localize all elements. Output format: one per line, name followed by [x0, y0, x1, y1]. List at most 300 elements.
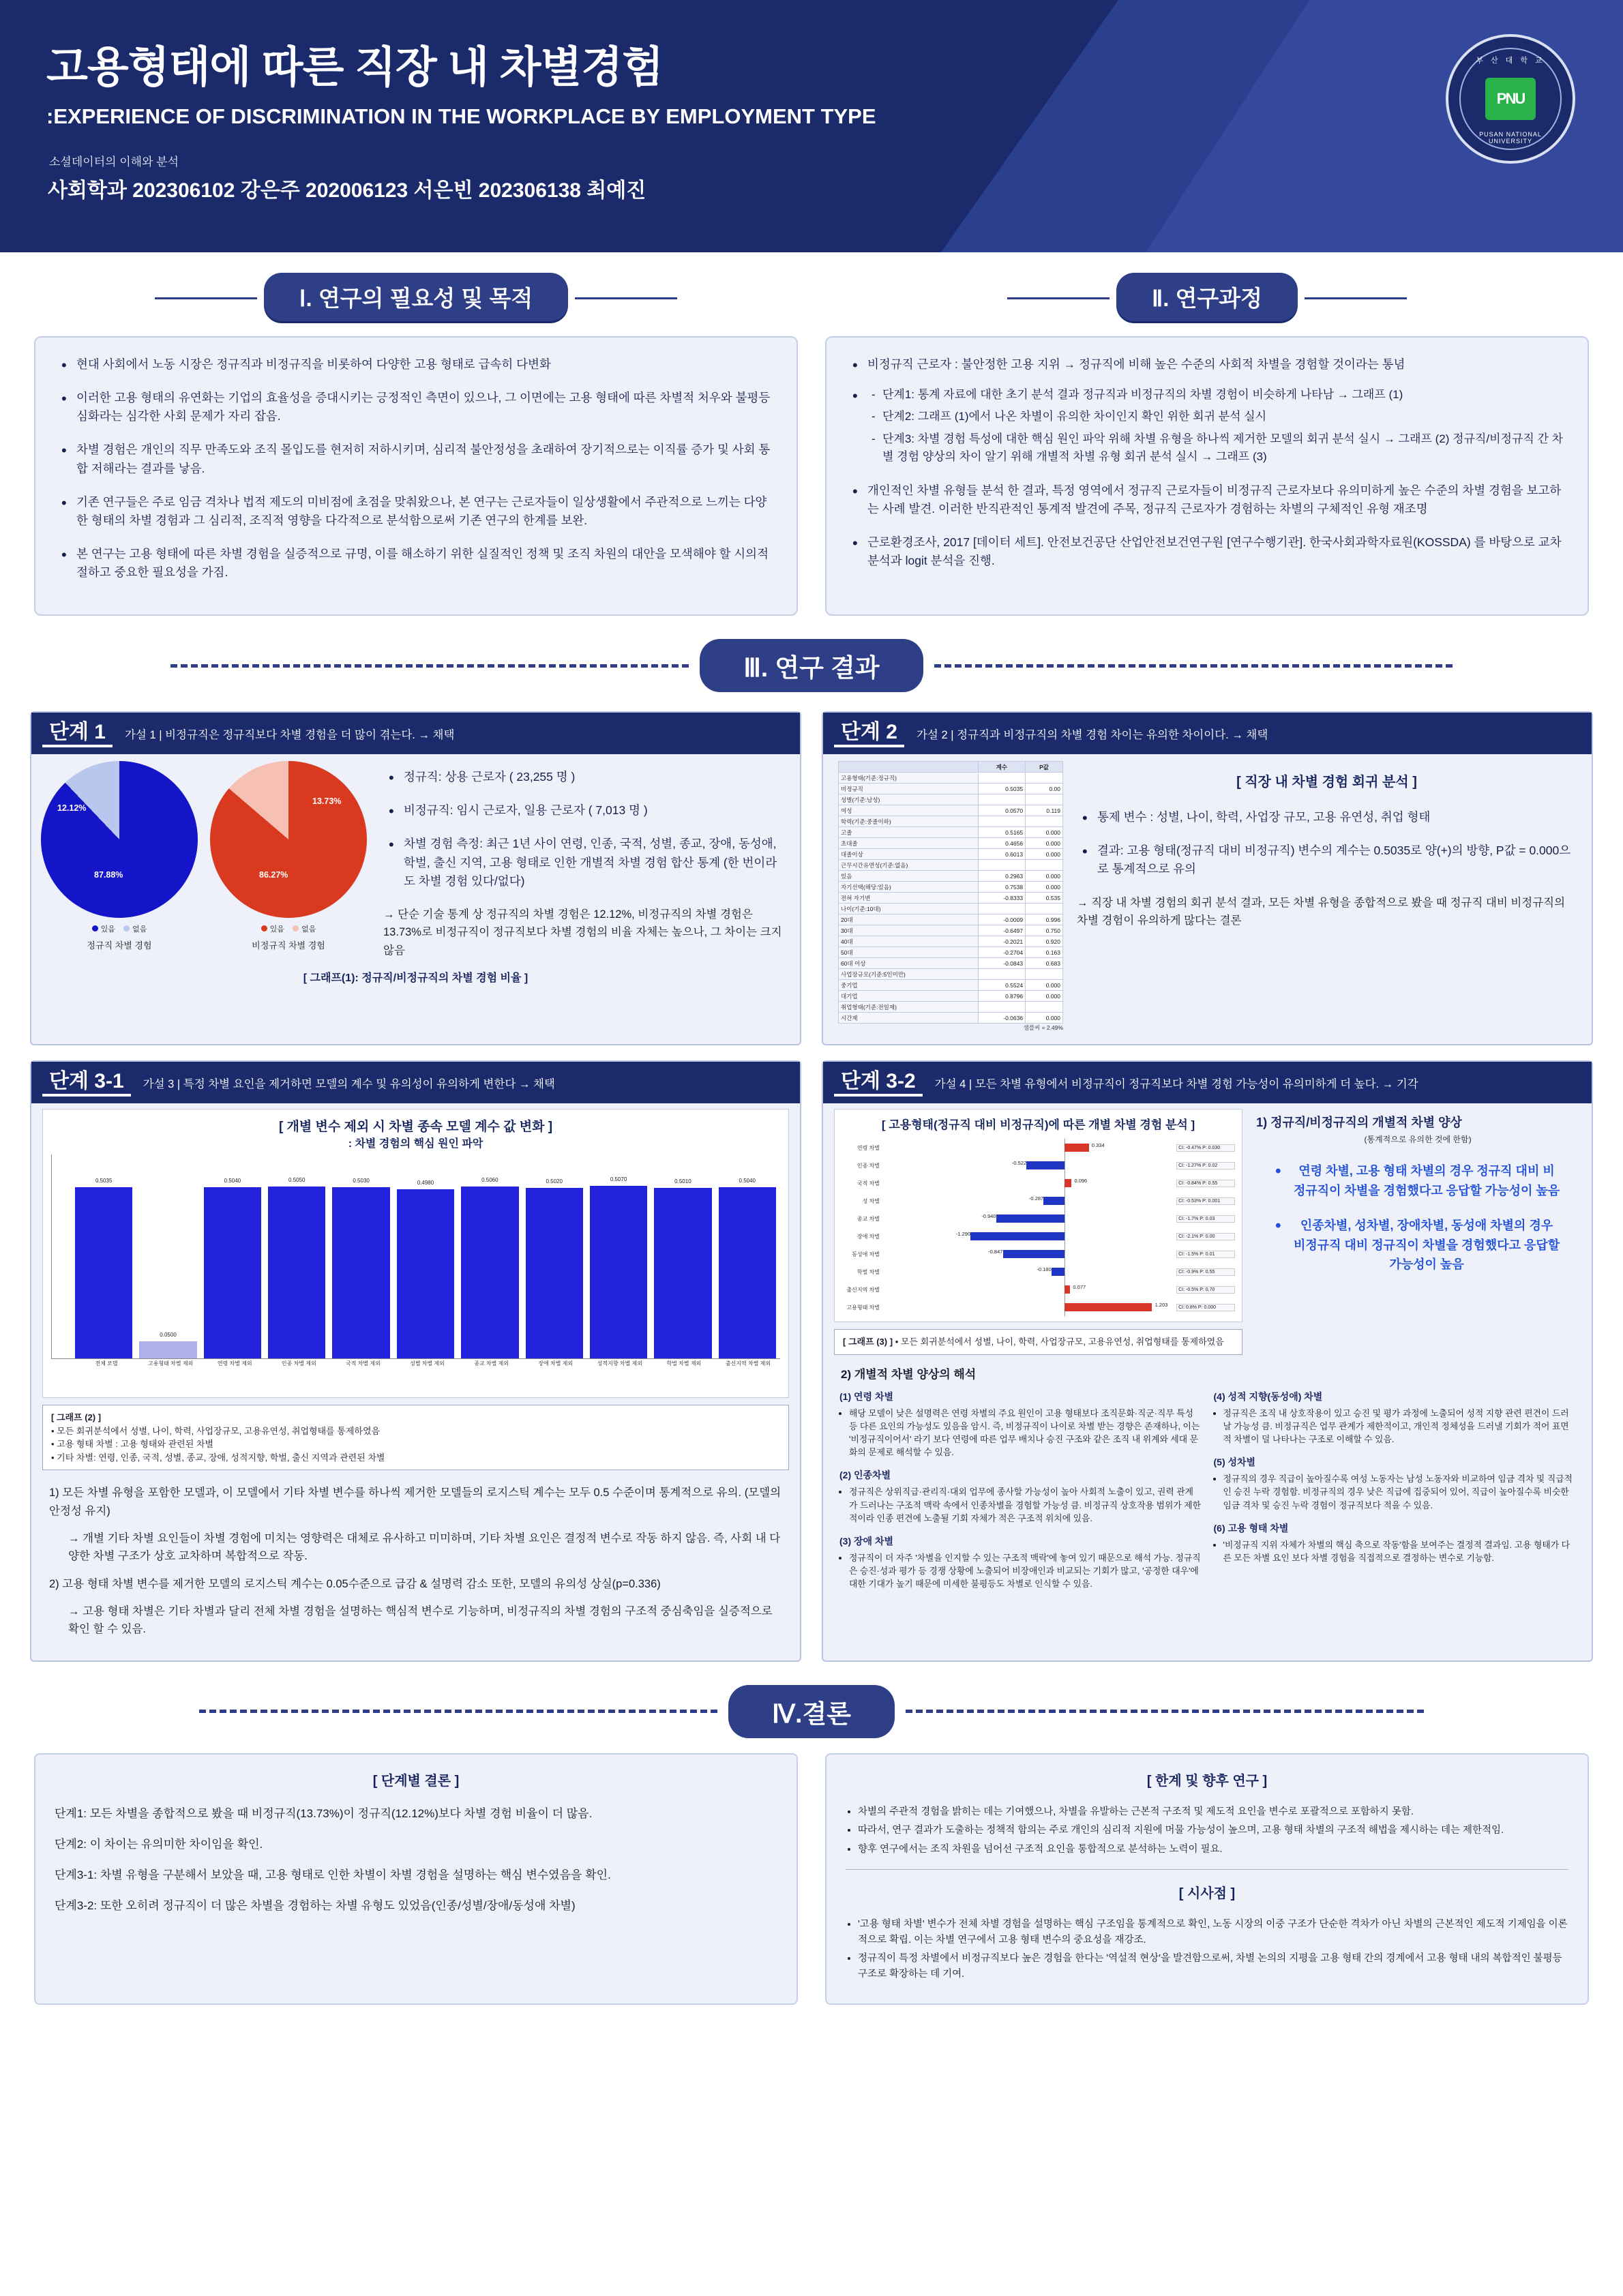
bar-xlabel: 장애 차별 제외 [538, 1360, 574, 1367]
bar [268, 1177, 325, 1358]
stage-2-hypothesis: 가설 2 | 정규직과 비정규직의 차별 경험 차이는 유의한 차이이다. → 채택 [916, 728, 1268, 741]
list-item: - 단계2: 그래프 (1)에서 나온 차별이 유의한 차이인지 확인 위한 회귀 분석 실시 [867, 408, 1567, 426]
tornado-bar [1003, 1250, 1064, 1258]
stage-1-charts [31, 754, 800, 959]
table-row [839, 838, 1063, 849]
analysis-column-left [839, 1390, 1202, 1600]
table-cell: 0.00 [1026, 784, 1063, 794]
bar [75, 1178, 132, 1358]
bar-xlabel: 고용형태 차별 제외 [148, 1360, 194, 1367]
tornado-track [882, 1212, 1174, 1225]
stage-3-1-text [31, 1477, 800, 1639]
tornado-label: 연령 차별 [857, 1144, 880, 1151]
section-2-banner: Ⅱ. 연구과정 [1116, 273, 1298, 321]
banner-dash-left [170, 664, 689, 668]
table-cell: 고용형태(기준:정규직) [839, 773, 979, 784]
list-item: • 차별의 주관적 경험을 밝히는 데는 기여했으나, 차별을 유발하는 근본적 구조적 및 제도적 요인을 변수로 포괄적으로 포함하지 못함. [858, 1804, 1568, 1819]
stage-2-box-title: [ 직장 내 차별 경험 회귀 분석 ] [1236, 775, 1417, 790]
tornado-value-label: -0.522 [1011, 1160, 1027, 1167]
tornado-value-label: -0.940 [981, 1213, 996, 1220]
bar-column [526, 1154, 583, 1358]
section-4-banner-row [0, 1685, 1623, 1738]
divider [846, 1869, 1568, 1870]
tornado-bar [1064, 1179, 1071, 1187]
bar-column [139, 1154, 196, 1358]
table-cell: 0.000 [1026, 838, 1063, 849]
list-item: • 정규직이 더 자주 '차별을 인지할 수 있는 구조적 맥락'에 놓여 있기 때문으로 해석 가능. 정규직은 승진·성과 평가 등 경쟁 상황에 노출되어 비장애인과 비교되는 기회가 많고, '공정한 대우'에 대한 기대가 높기 때문에 미세한 불평등도 차별로 인식할 수 있음. [849, 1551, 1202, 1591]
bar [397, 1179, 454, 1358]
paragraph: → 고용 형태 차별은 기타 차별과 달리 전체 차별 경험을 설명하는 핵심적 변수로 기능하며, 비정규직의 차별 경험의 구조적 중심축임을 실증적으로 확인 할 수 있음. [68, 1605, 773, 1636]
table-cell: 0.7538 [978, 882, 1026, 893]
table-row [839, 925, 1063, 936]
table-cell: 초대졸 [839, 838, 979, 849]
purpose-panel [34, 336, 798, 616]
bar [332, 1178, 389, 1358]
tornado-row [842, 1157, 1235, 1174]
paragraph: 단계3-2: 또한 오히려 정규직이 더 많은 차별을 경험하는 차별 유형도 있었음(인종/성별/장애/동성애 차별) [55, 1899, 576, 1913]
course-name: 소셜데이터의 이해와 분석 [49, 155, 179, 168]
tornado-label: 성 차별 [862, 1197, 880, 1204]
analysis-list [839, 1551, 1202, 1591]
table-cell: 60대 이상 [839, 958, 979, 969]
caption-line: • 고용 형태 차별 : 고용 형태와 관련된 차별 [51, 1439, 213, 1450]
table-cell: 0.996 [1026, 914, 1063, 925]
pie2-value-label: 13.73% [312, 796, 342, 807]
legend-label: 없음 [132, 925, 147, 934]
poster-header [0, 0, 1623, 252]
bar-xlabel: 연령 차별 제외 [217, 1360, 252, 1367]
analysis-list [839, 1407, 1202, 1459]
list-item: • 정규직이 특정 차별에서 비정규직보다 높은 경험을 한다는 '역설적 현상'을 발견함으로써, 차별 논의의 지평을 고용 형태 간의 경계에서 고용 형태 내의 복합적인 불평등 구조로 확장하는 데 기여. [858, 1951, 1568, 1982]
stage-3-1-tag: 단계 3-1 [42, 1069, 131, 1097]
table-cell: 고졸 [839, 827, 979, 838]
table-row [839, 871, 1063, 882]
zero-line [1064, 1263, 1065, 1281]
authors: 사회학과 202306102 강은주 202006123 서은빈 202306138 최예진 [48, 179, 646, 202]
stage-3-2-caption-title: [ 그래프 (3) ] [843, 1337, 893, 1347]
bar-value-label: 0.5040 [739, 1177, 756, 1184]
banner-dash-right-2 [906, 1710, 1424, 1713]
table-row [839, 969, 1063, 980]
table-cell: 전혀 자기변 [839, 893, 979, 904]
table-cell: 시간제 [839, 1013, 979, 1024]
bar-xlabel: 국적 차별 제외 [346, 1360, 381, 1367]
tornado-chart-body [842, 1139, 1235, 1316]
stage-3-2-hypothesis: 가설 4 | 모든 차별 유형에서 비정규직이 정규직보다 차별 경험 가능성이 유의미하게 더 높다. → 기각 [934, 1077, 1418, 1090]
table-cell: 0.119 [1026, 805, 1063, 816]
table-row [839, 904, 1063, 914]
table-row [839, 805, 1063, 816]
bar [139, 1332, 196, 1358]
bar [526, 1178, 583, 1358]
bar-xlabel: 출신지역 차별 제외 [725, 1360, 771, 1367]
bar-value-label: 0.5020 [546, 1178, 563, 1184]
bar-xlabel: 인종 차별 제외 [281, 1360, 316, 1367]
bar-column [268, 1154, 325, 1358]
banner-dash-left-2 [199, 1710, 717, 1713]
analysis-column-right [1214, 1390, 1576, 1600]
tornado-label: 출신지역 차별 [846, 1286, 880, 1293]
table-cell: 성별(기준:남성) [839, 794, 979, 805]
tornado-ci-label: CI: -1.5% P: 0.01 [1176, 1251, 1235, 1258]
tornado-row [842, 1298, 1235, 1316]
table-row [839, 893, 1063, 904]
bar-value-label: 0.5035 [95, 1178, 113, 1184]
tornado-value-label: -0.180 [1037, 1266, 1052, 1273]
table-row [839, 991, 1063, 1002]
table-cell: 취업형태(기준:전일제) [839, 1002, 979, 1013]
table-cell: 중기업 [839, 980, 979, 991]
pie-chart-nonregular [210, 761, 367, 951]
tornado-ci-label: CI: -1.7% P: 0.03 [1176, 1215, 1235, 1223]
conclusion-left-title: [ 단계별 결론 ] [372, 1773, 460, 1789]
table-row [839, 794, 1063, 805]
table-cell: 0.000 [1026, 980, 1063, 991]
table-row [839, 914, 1063, 925]
table-cell [978, 969, 1026, 980]
pie2-rest-label: 86.27% [259, 870, 288, 880]
stage-2-conclusion: → 직장 내 차별 경험의 회귀 분석 결과, 모든 차별 유형을 종합적으로 봤을 때 정규직 대비 비정규직의 차별 경험이 유의하게 많다는 결론 [1077, 896, 1566, 927]
tornado-ci-label: CI: -0.47% P: 0.030 [1176, 1144, 1235, 1152]
tornado-label: 종교 차별 [857, 1215, 880, 1222]
table-cell: -0.8333 [978, 893, 1026, 904]
table-cell: 있음 [839, 871, 979, 882]
paragraph: 2) 고용 형태 차별 변수를 제거한 모델의 로지스틱 계수는 0.05수준으로 급감 & 설명력 감소 또한, 모델의 유의성 상실(p=0.336) [49, 1577, 661, 1590]
bar-column [654, 1154, 711, 1358]
stage-3-2-analysis-title: 2) 개별적 차별 양상의 해석 [841, 1367, 977, 1381]
stage-1-notes [379, 761, 800, 959]
bar-xlabel: 전체 모델 [95, 1360, 118, 1367]
table-row [839, 882, 1063, 893]
list-item: • 따라서, 연구 결과가 도출하는 정책적 함의는 주로 개인의 심리적 지원에 머물 가능성이 높으며, 고용 형태 차별의 구조적 해법을 제시하는 데는 제한적임. [858, 1823, 1568, 1838]
conclusion-right-panel [825, 1753, 1589, 2005]
table-cell: 0.920 [1026, 936, 1063, 947]
table-cell: 근무시간유연성(기준:없음) [839, 860, 979, 871]
legend-label: 있음 [100, 925, 115, 934]
regression-table-footnote: 샘플씨 = 2.49% [1023, 1024, 1063, 1032]
bar [654, 1178, 711, 1358]
table-cell: -0.0843 [978, 958, 1026, 969]
analysis-heading: (3) 장애 차별 [839, 1535, 893, 1547]
analysis-list [1214, 1472, 1576, 1512]
tornado-row [842, 1192, 1235, 1210]
table-cell: 20대 [839, 914, 979, 925]
banner-dash-right [934, 664, 1453, 668]
logo-top-text: 부 산 대 학 교 [1476, 57, 1545, 65]
tornado-ci-label: CI: -1.27% P: 0.02 [1176, 1162, 1235, 1169]
bar-xlabel: 성별 차별 제외 [410, 1360, 445, 1367]
table-cell: 0.000 [1026, 827, 1063, 838]
logo-bottom-text: PUSAN NATIONAL UNIVERSITY [1479, 131, 1542, 145]
table-cell: 0.750 [1026, 925, 1063, 936]
table-cell: -0.0636 [978, 1013, 1026, 1024]
stage-1-card [30, 711, 801, 1045]
tornado-row [842, 1227, 1235, 1245]
list-item: • 이러한 고용 형태의 유연화는 기업의 효율성을 증대시키는 긍정적인 측면이 있으나, 그 이면에는 고용 형태에 따른 차별적 처우와 불평등 심화라는 심각한 사회 문제가 자리 잡음. [56, 389, 776, 426]
bar-column [719, 1154, 776, 1358]
tornado-row [842, 1210, 1235, 1227]
table-row [839, 827, 1063, 838]
tornado-track [882, 1248, 1174, 1260]
stage-1-tag: 단계 1 [42, 719, 113, 747]
table-cell [978, 816, 1026, 827]
bar [204, 1177, 261, 1358]
list-item: • 통제 변수 : 성별, 나이, 학력, 사업장 규모, 고용 유연성, 취업 형태 [1077, 808, 1577, 826]
stage-3-1-caption-title: [ 그래프 (2) ] [51, 1412, 102, 1423]
tornado-track [882, 1177, 1174, 1189]
bar-value-label: 0.5050 [288, 1177, 306, 1184]
table-row [839, 784, 1063, 794]
bar-column [397, 1154, 454, 1358]
tornado-bar [996, 1214, 1064, 1223]
pie1-value-label: 12.12% [57, 803, 87, 814]
table-cell: 자기선택(해당:있음) [839, 882, 979, 893]
list-item: • 정규직: 상용 근로자 ( 23,255 명 ) [383, 768, 788, 786]
paragraph: 단계1: 모든 차별을 종합적으로 봤을 때 비정규직(13.73%)이 정규직(12.12%)보다 차별 경험 비율이 더 많음. [55, 1806, 593, 1820]
pie2-caption: 비정규직 차별 경험 [252, 940, 325, 951]
analysis-heading: (2) 인종차별 [839, 1470, 891, 1481]
tornado-label: 고용형태 차별 [846, 1304, 880, 1311]
stage-3-1-caption-box [42, 1405, 789, 1470]
tornado-track [882, 1266, 1174, 1278]
caption-line: • 모든 회귀분석에서 성별, 나이, 학력, 사업장규모, 고용유연성, 취업형태를 통제하였음 [51, 1425, 381, 1436]
implication-title: [ 시사점 ] [1178, 1886, 1236, 1902]
tornado-label: 학벌 차별 [857, 1268, 880, 1275]
process-panel [825, 336, 1589, 616]
table-cell: 30대 [839, 925, 979, 936]
paragraph: 단계2: 이 차이는 유의미한 차이임을 확인. [55, 1838, 263, 1851]
bar [719, 1177, 776, 1358]
tornado-bar [1052, 1268, 1064, 1276]
stage-3-2-card [822, 1060, 1593, 1662]
bar-value-label: 0.5030 [353, 1178, 370, 1184]
zero-line [1064, 1245, 1065, 1263]
tornado-row [842, 1245, 1235, 1263]
list-item: • 기존 연구들은 주로 임금 격차나 법적 제도의 미비점에 초점을 맞춰왔으나, 본 연구는 근로자들이 일상생활에서 주관적으로 느끼는 다양한 형태의 차별 경험과 그 심리적, 조직적 영향을 다각적으로 분석함으로써 기존 연구의 한계를 보완. [56, 493, 776, 530]
table-cell: 50대 [839, 947, 979, 958]
legend-label: 없음 [301, 925, 316, 934]
table-row [839, 958, 1063, 969]
table-cell: 0.2963 [978, 871, 1026, 882]
table-cell: 0.5524 [978, 980, 1026, 991]
table-cell: 0.0570 [978, 805, 1026, 816]
tornado-row [842, 1263, 1235, 1281]
table-cell: 0.5165 [978, 827, 1026, 838]
list-item: • 현대 사회에서 노동 시장은 정규직과 비정규직을 비롯하여 다양한 고용 형태로 급속히 다변화 [56, 355, 776, 374]
analysis-list [1214, 1538, 1576, 1564]
pie2-legend [210, 923, 367, 934]
tornado-track [882, 1301, 1174, 1313]
bar-column [204, 1154, 261, 1358]
tornado-row [842, 1174, 1235, 1192]
list-item: • 차별 경험 측정: 최근 1년 사이 연령, 인종, 국적, 성별, 종교, 장애, 동성애, 학벌, 출신 지역, 고용 형태로 인한 개별적 차별 경험 합산 통계 (한 번이라도 차별 경험 있다/없다) [383, 835, 788, 890]
section-4-banner: Ⅳ.결론 [728, 1685, 895, 1738]
section-3-banner: Ⅲ. 연구 결과 [700, 639, 923, 692]
table-row [839, 980, 1063, 991]
stage-3-1-chart [42, 1109, 789, 1398]
list-item: - • 단계1: 통계 자료에 대한 초기 분석 결과 정규직과 비정규직의 차별 경험이 비슷하게 나타남 → 그래프 (1) [867, 386, 1567, 404]
list-item: • 해당 모델이 낮은 설명력은 연령 차별의 주요 원인이 고용 형태보다 조직문화·직군·직무 특성 등 다른 요인의 가능성도 있음을 암시. 즉, 비정규직이 나이로 차별 받는 경향은 존재하나, 이는 '비정규직이어서' 라기 보다 연령에 따른 업무 배치나 승진 구조와 같은 조직 내 위계와 세대 문화의 문제로 해석할 수 있음. [849, 1407, 1202, 1459]
table-cell: 0.8796 [978, 991, 1026, 1002]
list-item: • 연령 차별, 고용 형태 차별의 경우 정규직 대비 비정규직이 차별을 경험했다고 응답할 가능성이 높음 [1275, 1161, 1560, 1201]
table-cell: 0.000 [1026, 1013, 1063, 1024]
stage-3-2-caption-box [834, 1329, 1242, 1355]
tornado-ci-label: CI: -0.5% P: 0.70 [1176, 1286, 1235, 1294]
tornado-value-label: -0.287 [1028, 1195, 1044, 1202]
table-header: 계수 [978, 762, 1026, 773]
zero-line [1064, 1192, 1065, 1210]
bar-xlabel: 학벌 차별 제외 [666, 1360, 702, 1367]
table-row [839, 773, 1063, 784]
table-row [839, 947, 1063, 958]
bar-value-label: 0.4980 [417, 1179, 434, 1186]
table-cell [1026, 904, 1063, 914]
caption-line: • 기타 차별: 연령, 인종, 국적, 성별, 종교, 장애, 성적지향, 학벌, 출신 지역과 관련된 차별 [51, 1452, 385, 1463]
tornado-track [882, 1142, 1174, 1154]
bar-chart-xlabels [51, 1359, 780, 1395]
paragraph: → 개별 기타 차별 요인들이 차별 경험에 미치는 영향력은 대체로 유사하고 미미하며, 기타 차별 요인은 결정적 변수로 작동 하지 않음. 즉, 사회 내 다양한 차별 구조가 상호 교차하며 복합적으로 작동. [68, 1532, 781, 1563]
bar-value-label: 0.5010 [674, 1178, 691, 1185]
bar-xlabel: 종교 차별 제외 [474, 1360, 509, 1367]
table-row [839, 1013, 1063, 1024]
analysis-heading: (4) 성적 지향(동성애) 차별 [1213, 1390, 1323, 1402]
tornado-bar [1026, 1161, 1064, 1169]
tornado-label: 장애 차별 [857, 1233, 880, 1240]
tornado-row [842, 1281, 1235, 1298]
stage-3-2-analysis-columns [823, 1386, 1592, 1600]
table-cell [1026, 860, 1063, 871]
bar-column [590, 1154, 647, 1358]
table-cell [978, 773, 1026, 784]
analysis-heading: (6) 고용 형태 차별 [1213, 1522, 1289, 1534]
table-cell: 0.683 [1026, 958, 1063, 969]
bar-value-label: 0.5070 [610, 1176, 627, 1183]
page-subtitle-en: :EXPERIENCE OF DISCRIMINATION IN THE WORKPLACE BY EMPLOYMENT TYPE [46, 104, 876, 128]
table-cell: 0.535 [1026, 893, 1063, 904]
tornado-value-label: 1.203 [1155, 1302, 1168, 1309]
paragraph: 1) 모든 차별 유형을 포함한 모델과, 이 모델에서 기타 차별 변수를 하나씩 제거한 모델들의 로지스틱 계수는 모두 0.5 수준이며 통계적으로 유의. (모델의 안정성 유지) [49, 1487, 781, 1517]
stage-3-1-chart-title: [ 개별 변수 제외 시 차별 종속 모델 계수 값 변화 ] [278, 1120, 553, 1135]
stage-3-1-hypothesis: 가설 3 | 특정 차별 요인을 제거하면 모델의 계수 및 유의성이 유의하게 변한다 → 채택 [143, 1077, 555, 1090]
table-cell: -0.2704 [978, 947, 1026, 958]
tornado-label: 인종 차별 [857, 1162, 880, 1169]
table-cell [1026, 1002, 1063, 1013]
stage-3-2-right-title: 1) 정규직/비정규직의 개별적 차별 양상 [1256, 1116, 1462, 1130]
tornado-value-label: 0.096 [1074, 1178, 1088, 1184]
stage-1-conclusion: → 단순 기술 통계 상 정규직의 차별 경험은 12.12%, 비정규직의 차별 경험은 13.73%로 비정규직이 정규직보다 차별 경험의 비율 자체는 높으나, 그 차이는 크지 않음 [383, 908, 782, 957]
caption-line: • 모든 회귀분석에서 성별, 나이, 학력, 사업장규모, 고용유연성, 취업형태를 통제하였음 [895, 1337, 1224, 1347]
table-cell: 나이(기준:10대) [839, 904, 979, 914]
bar-column [332, 1154, 389, 1358]
bar-chart-body [51, 1154, 780, 1359]
section-banner-row [0, 252, 1623, 321]
list-item: • 정규직은 조직 내 상호작용이 있고 승진 및 평가 과정에 노출되어 성적 지향 관련 편견이 드러날 가능성 큼. 비정규직은 업무 관계가 제한적이고, 개인적 정체성을 드러낼 기회가 적어 표면적 차별이 덜 나타나는 구조로 이해할 수 있음. [1223, 1407, 1576, 1446]
table-cell: -0.0009 [978, 914, 1026, 925]
table-cell: 대기업 [839, 991, 979, 1002]
paragraph: 단계3-1: 차별 유형을 구분해서 보았을 때, 고용 형태로 인한 차별이 차별 경험을 설명하는 핵심 변수였음을 확인. [55, 1868, 611, 1882]
tornado-ci-label: CI: -0.9% P: 0.55 [1176, 1268, 1235, 1276]
logo-crest-icon: PNU [1485, 78, 1536, 120]
list-item: • 본 연구는 고용 형태에 따른 차별 경험을 실증적으로 규명, 이를 해소하기 위한 실질적인 정책 및 조직 차원의 대안을 모색해야 할 시의적절하고 중요한 필요성을 가짐. [56, 545, 776, 582]
bar-value-label: 0.0500 [160, 1332, 177, 1339]
bar-value-label: 0.5040 [224, 1177, 241, 1184]
table-cell: 학력(기준:중졸이하) [839, 816, 979, 827]
table-row [839, 936, 1063, 947]
stage-1-graph-caption: [ 그래프(1): 정규직/비정규직의 차별 경험 비율 ] [303, 972, 528, 984]
bar-value-label: 0.5060 [481, 1176, 498, 1183]
stage-3-1-card [30, 1060, 801, 1662]
table-cell [1026, 794, 1063, 805]
table-cell: -0.2021 [978, 936, 1026, 947]
section-1-banner: Ⅰ. 연구의 필요성 및 목적 [264, 273, 568, 321]
table-cell: 0.000 [1026, 849, 1063, 860]
stage-2-summary [1070, 754, 1592, 1032]
analysis-heading: (5) 성차별 [1213, 1457, 1256, 1468]
table-cell: 40대 [839, 936, 979, 947]
tornado-track [882, 1195, 1174, 1207]
table-cell [978, 794, 1026, 805]
university-logo [1446, 34, 1575, 164]
tornado-value-label: -0.847 [988, 1249, 1003, 1255]
stage-2-tag: 단계 2 [834, 719, 904, 747]
list-item: • 정규직은 상위직급·관리직·대외 업무에 종사할 가능성이 높아 사회적 노출이 있고, 권력 관계가 드러나는 구조적 맥락 속에서 인종차별을 경험할 가능성 큼. 비정규직 상호작용 범위가 제한적이라 인종 편견에 노출될 기회 자체가 적은 구조적 위치에 있음. [849, 1485, 1202, 1525]
table-cell: 사업장규모(기준:5인미만) [839, 969, 979, 980]
table-row [839, 1002, 1063, 1013]
tornado-track [882, 1159, 1174, 1172]
table-cell [978, 860, 1026, 871]
table-cell: 여성 [839, 805, 979, 816]
table-header: P값 [1026, 762, 1063, 773]
pie1-legend [41, 923, 198, 934]
list-item: • 인종차별, 성차별, 장애차별, 동성애 차별의 경우 비정규직 대비 정규직이 차별을 경험했다고 응답할 가능성이 높음 [1275, 1216, 1560, 1274]
zero-line [1064, 1227, 1065, 1245]
list-item: • 비정규직: 임시 근로자, 일용 근로자 ( 7,013 명 ) [383, 801, 788, 820]
stage-1-hypothesis: 가설 1 | 비정규직은 정규직보다 차별 경험을 더 많이 겪는다. → 채택 [124, 728, 455, 741]
conclusion-right-title: [ 한계 및 향후 연구 ] [1146, 1773, 1268, 1789]
tornado-track [882, 1230, 1174, 1242]
legend-label: 있음 [269, 925, 284, 934]
table-cell [978, 1002, 1026, 1013]
analysis-list [839, 1485, 1202, 1525]
stage-3-2-right-subtitle: (통계적으로 유의한 것에 한함) [1364, 1135, 1472, 1145]
bar-column [461, 1154, 518, 1358]
list-item: • 비정규직 근로자 : 불안정한 고용 지위 → 정규직에 비해 높은 수준의 사회적 차별을 경험할 것이라는 통념 [847, 355, 1567, 374]
stage-3-2-chart [834, 1109, 1242, 1322]
tornado-bar [1064, 1285, 1070, 1294]
table-row [839, 849, 1063, 860]
page-title: 고용형태에 따른 직장 내 차별경험 [46, 44, 664, 91]
bar [590, 1176, 647, 1358]
tornado-value-label: 0.077 [1073, 1284, 1086, 1291]
table-cell: 비정규직 [839, 784, 979, 794]
stage-3-2-chart-title: [ 고용형태(정규직 대비 비정규직)에 따른 개별 차별 경험 분석 ] [881, 1118, 1195, 1132]
stage-2-card [822, 711, 1593, 1045]
list-item: • '고용 형태 차별' 변수가 전체 차별 경험을 설명하는 핵심 구조임을 통계적으로 확인, 노동 시장의 이중 구조가 단순한 격차가 아닌 차별의 근본적인 제도적 기제임을 이론적으로 확립. 이는 차별 연구에서 고용 형태 변수의 중요성을 재강조. [858, 1917, 1568, 1948]
tornado-row [842, 1139, 1235, 1157]
table-cell: 0.163 [1026, 947, 1063, 958]
stage-3-1-chart-subtitle: : 차별 경험의 핵심 원인 파악 [348, 1138, 483, 1150]
list-item: • 향후 연구에서는 조직 차원을 넘어선 구조적 요인을 통합적으로 분석하는 노력이 필요. [858, 1842, 1568, 1857]
list-item: • 결과: 고용 형태(정규직 대비 비정규직) 변수의 계수는 0.5035로 양(+)의 방향, P값 = 0.000으로 통계적으로 유의 [1077, 841, 1577, 878]
tornado-ci-label: CI: -0.84% P: 0.55 [1176, 1180, 1235, 1187]
tornado-label: 국적 차별 [857, 1180, 880, 1187]
table-header [839, 762, 979, 773]
table-cell: 0.000 [1026, 991, 1063, 1002]
zero-line [1064, 1210, 1065, 1227]
stage-2-regression-table-wrap [823, 754, 1063, 1032]
list-item: • 정규직의 경우 직급이 높아질수록 여성 노동자는 남성 노동자와 비교하여 임금 격차 및 직급적인 승진 누락 경험함. 비정규직의 경우 낮은 직급에 집중되어 있어, 직급이 높아질수록 비슷한 임금 격차 및 승진 누락 경험이 정규직보다 적을 수 있음. [1223, 1472, 1576, 1512]
tornado-bar [1064, 1144, 1089, 1152]
